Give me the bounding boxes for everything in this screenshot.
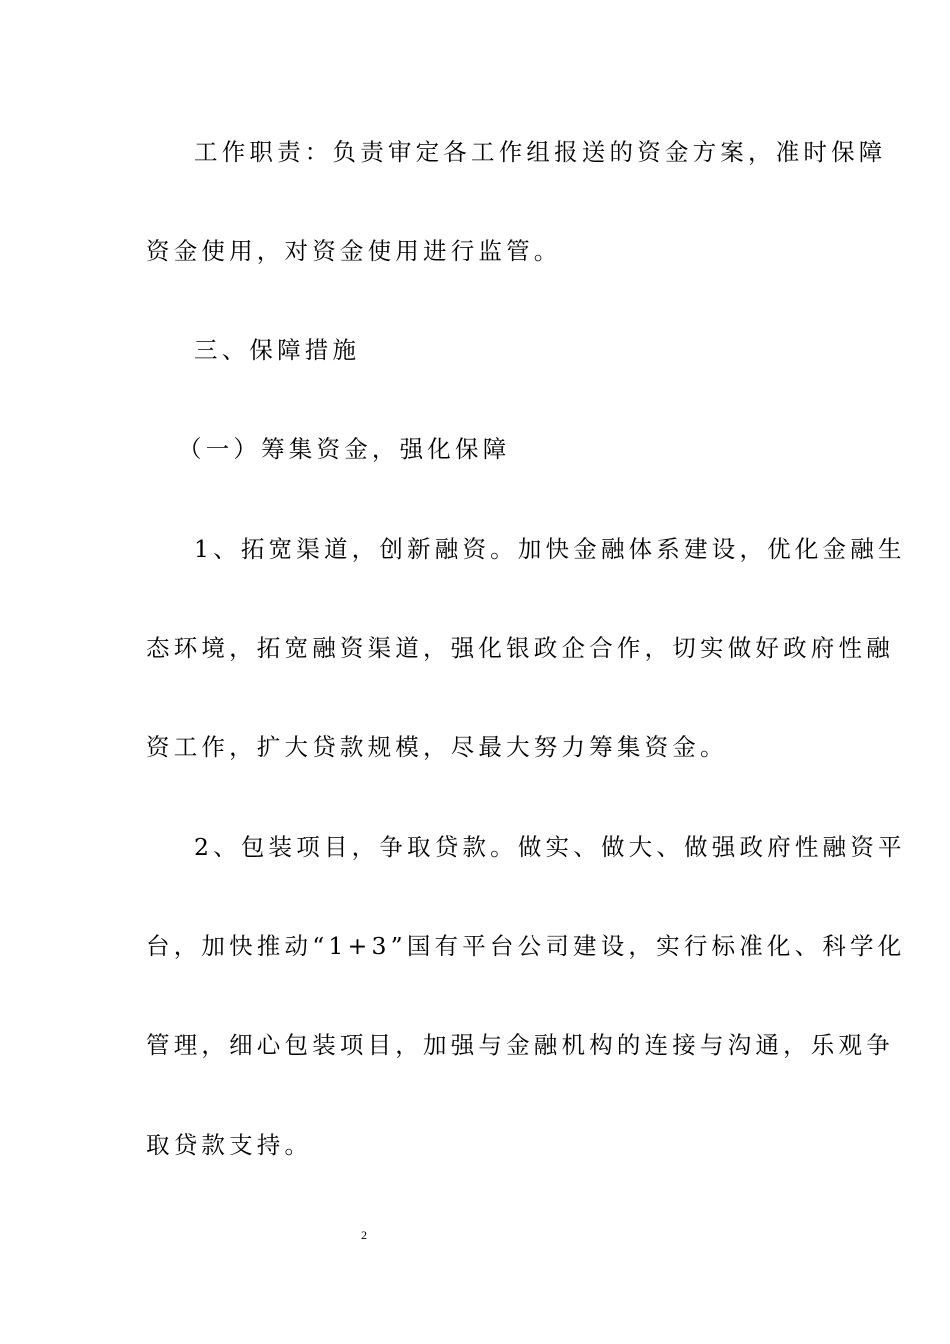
section-heading: 三、保障措施 (194, 336, 361, 364)
paragraph-line-5: 1、拓宽渠道，创新融资。加快金融体系建设，优化金融生 (194, 535, 906, 563)
paragraph-line-1: 工作职责：负责审定各工作组报送的资金方案，准时保障 (194, 138, 887, 166)
subsection-heading: （一）筹集资金，强化保障 (178, 435, 511, 463)
page-number: 2 (361, 1228, 367, 1242)
paragraph-line-7: 资工作，扩大贷款规模，尽最大努力筹集资金。 (146, 733, 728, 761)
paragraph-line-9: 台，加快推动“1+3”国有平台公司建设，实行标准化、科学化 (146, 932, 906, 960)
paragraph-line-2: 资金使用，对资金使用进行监管。 (146, 237, 562, 265)
paragraph-line-6: 态环境，拓宽融资渠道，强化银政企合作，切实做好政府性融 (146, 634, 894, 662)
paragraph-line-10: 管理，细心包装项目，加强与金融机构的连接与沟通，乐观争 (146, 1031, 894, 1059)
paragraph-line-8: 2、包装项目，争取贷款。做实、做大、做强政府性融资平 (194, 833, 906, 861)
paragraph-line-11: 取贷款支持。 (146, 1131, 313, 1159)
